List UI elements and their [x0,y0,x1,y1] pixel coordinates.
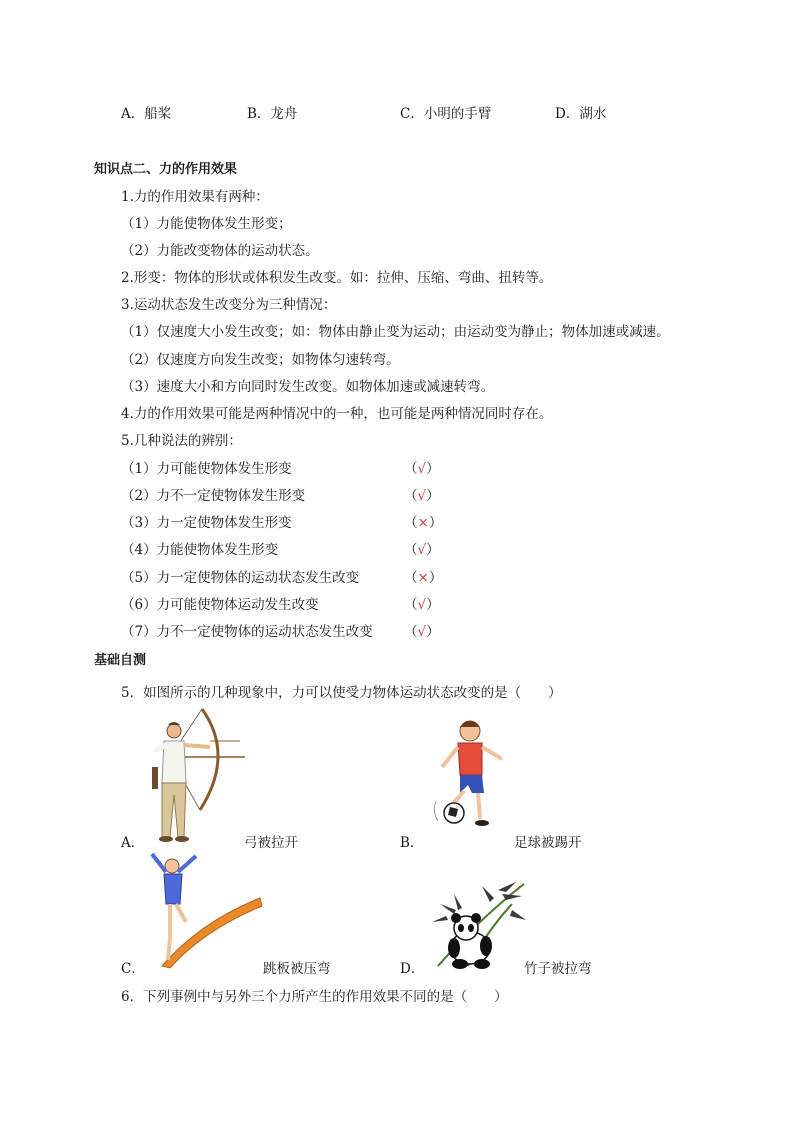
section-title: 知识点二、力的作用效果 [94,162,238,177]
option-letter: C． [400,106,424,122]
option-text: 船桨 [144,106,172,122]
check-mark-icon: √ [417,597,427,613]
judgement-mark: （×） [404,515,443,531]
check-mark-icon: √ [417,624,427,640]
text-line: （2）仅速度方向发生改变；如物体匀速转弯。 [121,352,400,368]
q5-option-b-caption: 足球被踢开 [514,835,582,851]
judgement-mark: （√） [404,488,440,504]
option-letter: B． [247,106,271,122]
check-mark-icon: √ [417,542,427,558]
question-5: 5．如图所示的几种现象中，力可以使受力物体运动状态改变的是（ ） [121,685,562,701]
option-text: 龙舟 [270,106,298,122]
q5-option-d-letter: D． [400,961,425,977]
judgement-mark: （√） [404,597,440,613]
option-text: 小明的手臂 [423,106,492,122]
judgement-statement: （5）力一定使物体的运动状态发生改变 [121,570,360,586]
option-a [121,102,171,122]
judgement-statement: （6）力可能使物体运动发生改变 [121,597,319,613]
springboard-diver-illustration [140,852,265,972]
text-line: 3.运动状态发生改变分为三种情况： [121,297,337,313]
judgement-statement: （1）力可能使物体发生形变 [121,461,292,477]
option-c [400,102,491,122]
q5-option-b-letter: B． [400,835,424,851]
cross-mark-icon: × [417,515,429,531]
text-line: （3）速度大小和方向同时发生改变。如物体加速或减速转弯。 [121,379,495,395]
text-line: 4.力的作用效果可能是两种情况中的一种，也可能是两种情况同时存在。 [121,406,553,422]
section-title: 基础自测 [94,653,147,668]
check-mark-icon: √ [417,488,427,504]
judgement-statement: （3）力一定使物体发生形变 [121,515,292,531]
archer-illustration [140,705,250,845]
option-letter: A． [121,106,145,122]
soccer-kick-illustration [430,715,515,833]
text-line: 1.力的作用效果有两种： [121,189,269,205]
q5-option-a-caption: 弓被拉开 [244,835,298,851]
judgement-statement: （2）力不一定使物体发生形变 [121,488,306,504]
cross-mark-icon: × [417,570,429,586]
judgement-mark: （×） [404,570,443,586]
judgement-mark: （√） [404,461,440,477]
panda-bamboo-illustration [428,880,528,972]
judgement-statement: （4）力能使物体发生形变 [121,542,279,558]
q5-option-a-letter: A． [121,835,145,851]
q5-option-d-caption: 竹子被拉弯 [524,961,592,977]
text-line: （2）力能改变物体的运动状态。 [121,243,319,259]
option-text: 湖水 [579,106,607,122]
check-mark-icon: √ [417,461,427,477]
question-6: 6．下列事例中与另外三个力所产生的作用效果不同的是（ ） [121,989,508,1005]
text-line: （1）仅速度大小发生改变；如：物体由静止变为运动；由运动变为静止；物体加速或减速。 [121,324,670,340]
judgement-mark: （√） [404,624,440,640]
text-line: 2.形变：物体的形状或体积发生改变。如：拉伸、压缩、弯曲、扭转等。 [121,270,553,286]
q5-option-c-letter: C． [121,961,145,977]
q5-option-c-caption: 跳板被压弯 [263,961,331,977]
option-b [247,102,297,122]
text-line: （1）力能使物体发生形变； [121,216,292,232]
option-d [555,102,606,122]
judgement-statement: （7）力不一定使物体的运动状态发生改变 [121,624,373,640]
option-letter: D． [555,106,580,122]
judgement-mark: （√） [404,542,440,558]
text-line: 5.几种说法的辨别： [121,433,242,449]
